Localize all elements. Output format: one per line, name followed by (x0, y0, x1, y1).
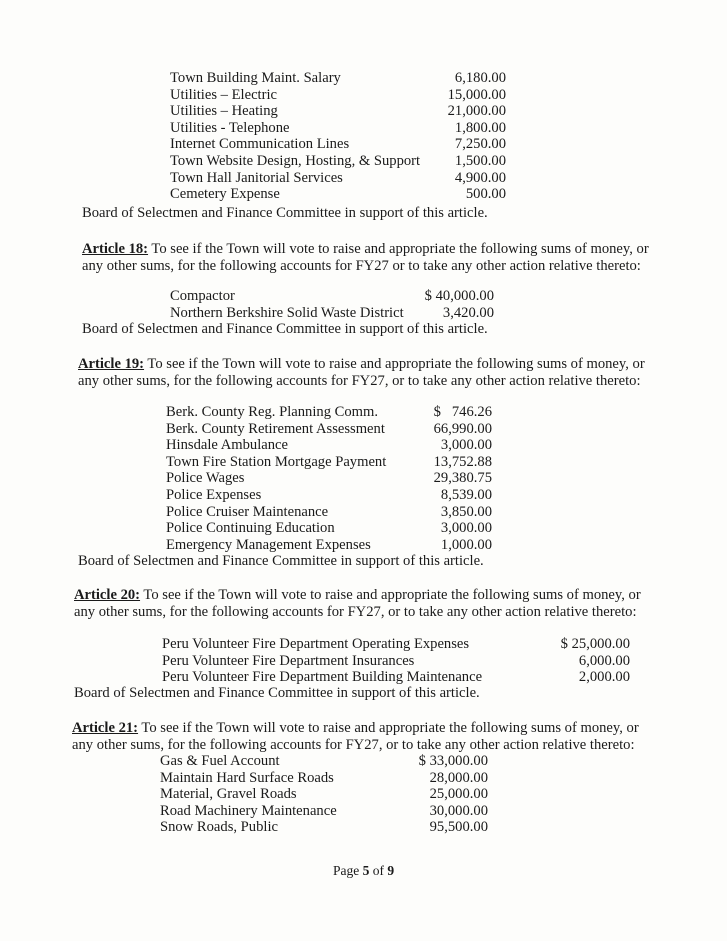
item-amount: 28,000.00 (429, 769, 488, 786)
page-footer-prefix: Page (332, 863, 363, 878)
article-19-line2: any other sums, for the following accounts for FY27, or to take any other action relative thereto: (78, 372, 641, 389)
item-amount: 6,000.00 (578, 652, 630, 669)
line-item (166, 454, 492, 471)
line-item (160, 770, 488, 787)
item-label: Berk. County Reg. Planning Comm. (166, 404, 379, 420)
item-label: Berk. County Retirement Assessment (166, 420, 385, 437)
article-20-items (162, 636, 630, 686)
item-label: Internet Communication Lines (170, 136, 350, 153)
article-20-title: Article 20: (74, 587, 141, 603)
line-item (170, 87, 506, 104)
item-amount: 95,500.00 (429, 819, 488, 836)
item-label: Gas & Fuel Account (160, 753, 280, 769)
line-item (166, 437, 492, 454)
item-label: Utilities - Telephone (170, 119, 290, 136)
item-label: Peru Volunteer Fire Department Insurances (162, 652, 415, 669)
line-item (170, 136, 506, 153)
line-item (166, 504, 492, 521)
item-amount: $ 746.26 (433, 404, 492, 420)
item-amount: 21,000.00 (447, 103, 506, 120)
item-label: Material, Gravel Roads (160, 786, 297, 803)
page-number: 5 (362, 863, 370, 878)
line-item (166, 537, 492, 554)
article-19-text (78, 356, 645, 389)
item-label: Road Machinery Maintenance (160, 802, 337, 819)
page-footer (0, 863, 727, 880)
line-item (166, 470, 492, 487)
line-item (170, 186, 506, 203)
article-21-title: Article 21: (72, 720, 139, 736)
line-item (162, 653, 630, 670)
item-amount: 1,000.00 (440, 536, 492, 553)
item-label: Northern Berkshire Solid Waste District (170, 304, 404, 321)
item-label: Utilities – Heating (170, 103, 278, 120)
item-amount: $ 33,000.00 (418, 753, 488, 769)
item-amount: 3,420.00 (442, 304, 494, 321)
line-item (160, 753, 488, 770)
item-amount: 3,000.00 (440, 520, 492, 537)
item-label: Police Continuing Education (166, 520, 335, 537)
item-amount: 13,752.88 (433, 453, 492, 470)
item-amount: 30,000.00 (429, 802, 488, 819)
article-20-text (74, 587, 641, 620)
item-amount: 29,380.75 (433, 470, 492, 487)
article-19-title: Article 19: (78, 356, 145, 372)
item-label: Town Building Maint. Salary (170, 70, 341, 86)
item-label: Hinsdale Ambulance (166, 437, 288, 454)
line-item (166, 487, 492, 504)
article-19-items (166, 404, 492, 553)
line-item (170, 170, 506, 187)
support-statement: Board of Selectmen and Finance Committee in support of this article. (78, 553, 484, 569)
item-amount: 4,900.00 (454, 169, 506, 186)
article-18-text (82, 241, 649, 274)
item-label: Town Fire Station Mortgage Payment (166, 453, 387, 470)
item-label: Peru Volunteer Fire Department Operating Expenses (162, 636, 470, 652)
page-total: 9 (387, 863, 395, 878)
item-amount: 15,000.00 (447, 86, 506, 103)
item-amount: $ 25,000.00 (560, 636, 630, 652)
item-label: Cemetery Expense (170, 186, 280, 203)
article-18-items (170, 288, 494, 321)
article-21-line2: any other sums, for the following accounts for FY27, or to take any other action relative thereto: (72, 736, 635, 753)
item-amount: 25,000.00 (429, 786, 488, 803)
item-label: Utilities – Electric (170, 86, 277, 103)
item-amount: 7,250.00 (454, 136, 506, 153)
item-amount: 8,539.00 (440, 486, 492, 503)
item-label: Compactor (170, 288, 235, 304)
article-18-line2: any other sums, for the following accounts for FY27 or to take any other action relative thereto: (82, 257, 641, 274)
item-label: Police Expenses (166, 486, 262, 503)
line-item (170, 153, 506, 170)
item-label: Snow Roads, Public (160, 819, 278, 836)
item-label: Town Website Design, Hosting, & Support (170, 152, 421, 169)
line-item (170, 103, 506, 120)
line-item (170, 120, 506, 137)
line-item (160, 819, 488, 836)
item-amount: $ 40,000.00 (424, 288, 494, 304)
line-item (160, 803, 488, 820)
item-label: Emergency Management Expenses (166, 536, 371, 553)
item-amount: 3,000.00 (440, 437, 492, 454)
item-amount: 1,500.00 (454, 152, 506, 169)
top-items-list (170, 70, 506, 203)
article-21-items (160, 753, 488, 836)
item-amount: 66,990.00 (433, 420, 492, 437)
line-item (162, 636, 630, 653)
item-amount: 2,000.00 (578, 669, 630, 686)
line-item (166, 520, 492, 537)
item-label: Police Cruiser Maintenance (166, 503, 329, 520)
support-statement: Board of Selectmen and Finance Committee in support of this article. (74, 685, 480, 701)
article-20-line2: any other sums, for the following accounts for FY27, or to take any other action relative thereto: (74, 603, 637, 620)
line-item (170, 70, 506, 87)
line-item (162, 669, 630, 686)
line-item (166, 421, 492, 438)
support-statement: Board of Selectmen and Finance Committee in support of this article. (82, 321, 488, 337)
article-19-line1: To see if the Town will vote to raise and appropriate the following sums of money, or (144, 356, 645, 372)
article-21-line1: To see if the Town will vote to raise and appropriate the following sums of money, or (138, 720, 639, 736)
line-item (160, 786, 488, 803)
item-amount: 500.00 (465, 186, 506, 203)
item-label: Town Hall Janitorial Services (170, 169, 343, 186)
line-item (170, 288, 494, 305)
item-amount: 6,180.00 (454, 70, 506, 86)
line-item (166, 404, 492, 421)
item-label: Peru Volunteer Fire Department Building Maintenance (162, 669, 483, 686)
item-amount: 3,850.00 (440, 503, 492, 520)
item-label: Police Wages (166, 470, 245, 487)
line-item (170, 305, 494, 322)
page-footer-mid: of (369, 863, 388, 878)
article-18-title: Article 18: (82, 241, 149, 257)
support-statement: Board of Selectmen and Finance Committee in support of this article. (82, 205, 488, 221)
item-amount: 1,800.00 (454, 119, 506, 136)
article-20-line1: To see if the Town will vote to raise and appropriate the following sums of money, or (140, 587, 641, 603)
item-label: Maintain Hard Surface Roads (160, 769, 334, 786)
article-18-line1: To see if the Town will vote to raise and appropriate the following sums of money, or (148, 241, 649, 257)
article-21-text (72, 720, 639, 753)
